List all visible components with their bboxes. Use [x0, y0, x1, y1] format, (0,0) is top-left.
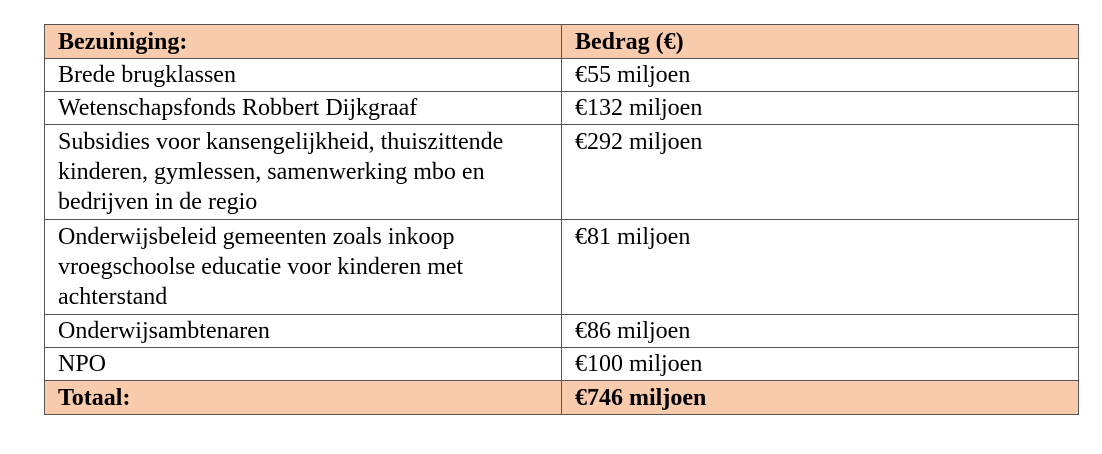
item-cell: Brede brugklassen — [45, 59, 562, 92]
header-item-cell: Bezuiniging: — [45, 25, 562, 59]
table-row — [45, 59, 1079, 92]
table-total-row — [45, 381, 1079, 415]
table-row — [45, 220, 1079, 315]
total-label-cell: Totaal: — [45, 381, 562, 415]
table-row — [45, 348, 1079, 381]
item-cell: Subsidies voor kansengelijkheid, thuiszittende kinderen, gymlessen, samenwerking mbo en bedrijven in de regio — [45, 125, 562, 220]
amount-cell: €86 miljoen — [562, 315, 1079, 348]
budget-cuts-table — [44, 24, 1079, 415]
header-amount-cell: Bedrag (€) — [562, 25, 1079, 59]
amount-cell: €100 miljoen — [562, 348, 1079, 381]
item-cell: Wetenschapsfonds Robbert Dijkgraaf — [45, 92, 562, 125]
item-cell: NPO — [45, 348, 562, 381]
table-header-row — [45, 25, 1079, 59]
amount-cell: €81 miljoen — [562, 220, 1079, 315]
table-row — [45, 92, 1079, 125]
item-cell: Onderwijsambtenaren — [45, 315, 562, 348]
amount-cell: €292 miljoen — [562, 125, 1079, 220]
amount-cell: €55 miljoen — [562, 59, 1079, 92]
table-row — [45, 315, 1079, 348]
table-row — [45, 125, 1079, 220]
total-amount-cell: €746 miljoen — [562, 381, 1079, 415]
item-cell: Onderwijsbeleid gemeenten zoals inkoop vroegschoolse educatie voor kinderen met achterstand — [45, 220, 562, 315]
amount-cell: €132 miljoen — [562, 92, 1079, 125]
